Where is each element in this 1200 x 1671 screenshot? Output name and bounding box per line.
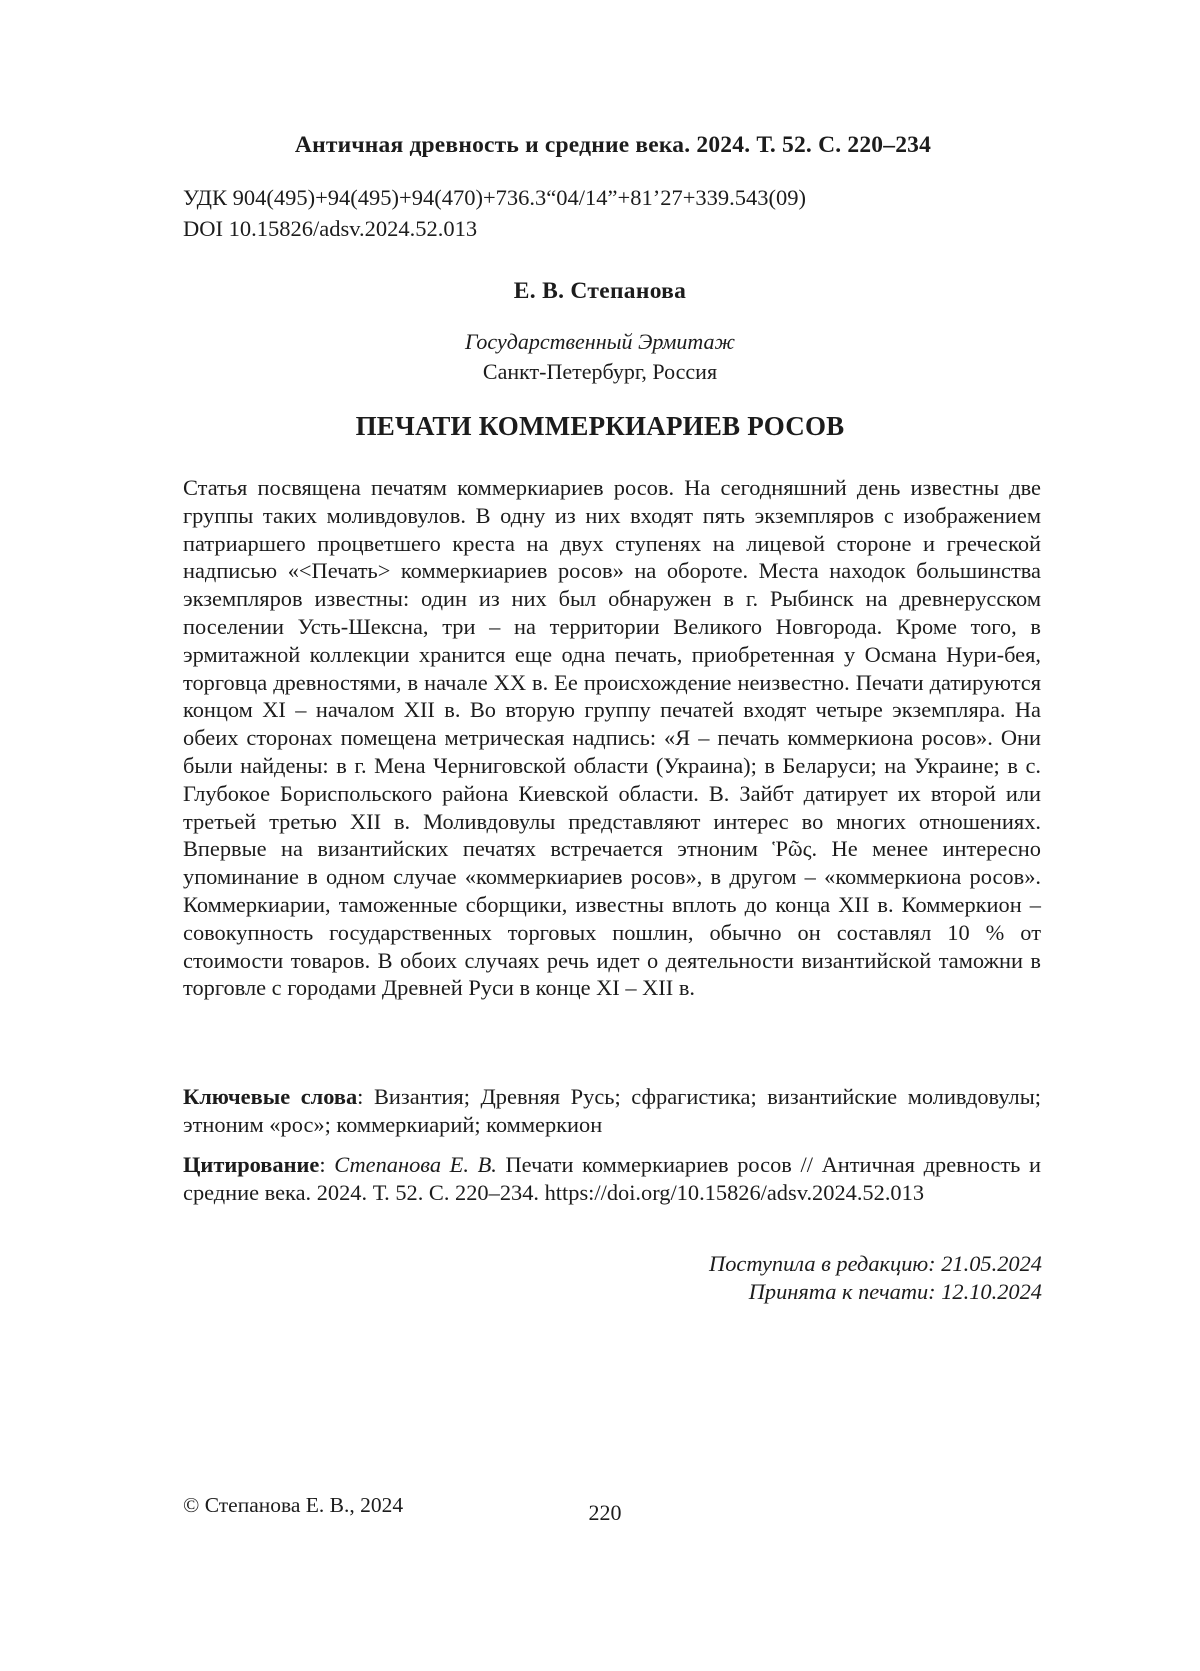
- citation-label: Цитирование: [183, 1152, 319, 1177]
- citation-text: Печати коммеркиариев росов // Античная древность и средние века. 2024. Т. 52. С. 220–234. https://doi.org/10.15826/adsv.2024.52.013: [183, 1152, 1041, 1205]
- citation-author: Степанова Е. В.: [334, 1152, 497, 1177]
- copyright: © Степанова Е. В., 2024: [183, 1493, 403, 1518]
- article-title: ПЕЧАТИ КОММЕРКИАРИЕВ РОСОВ: [0, 411, 1200, 442]
- udk-code: УДК 904(495)+94(495)+94(470)+736.3“04/14”+81’27+339.543(09): [183, 182, 806, 213]
- abstract: Статья посвящена печатям коммеркиариев росов. На сегодняшний день известны две группы таких моливдовулов. В одну из них входят пять экземпляров с изображением патриаршего процветшего креста на двух ступенях на лицевой стороне и греческой надписью «<Печать> коммеркиариев росов» на обороте. Места находок большинства экземпляров известны: один из них был обнаружен в г. Рыбинск на древнерусском поселении Усть-Шексна, три – на территории Великого Новгорода. Кроме того, в эрмитажной коллекции хранится еще одна печать, приобретенная у Османа Нури-бея, торговца древностями, в начале XX в. Ее происхождение неизвестно. Печати датируются концом XI – началом XII в. Во вторую группу печатей входят четыре экземпляра. На обеих сторонах помещена метрическая надпись: «Я – печать коммеркиона росов». Они были найдены: в г. Мена Черниговской области (Украина); в Беларуси; на Украине; в с. Глубокое Бориспольского района Киевской области. В. Зайбт датирует их второй или третьей третью XII в. Моливдовулы представляют интерес во многих отношениях. Впервые на византийских печатях встречается этноним Ῥῶς. Не менее интересно упоминание в одном случае «коммеркиариев росов», в другом – «коммеркиона росов». Коммеркиарии, таможенные сборщики, известны вплоть до конца XII в. Коммеркион – совокупность государственных торговых пошлин, обычно он составлял 10 % от стоимости товаров. В обоих случаях речь идет о деятельности византийской таможни в торговле с городами Древней Руси в конце XI – XII в.: [183, 474, 1041, 1002]
- doi: DOI 10.15826/adsv.2024.52.013: [183, 213, 806, 244]
- received-date: Поступила в редакцию: 21.05.2024: [709, 1250, 1042, 1278]
- citation-separator: :: [319, 1152, 334, 1177]
- submission-dates: [709, 1250, 1042, 1306]
- location: Санкт-Петербург, Россия: [0, 357, 1200, 387]
- article-page: [0, 0, 1200, 1671]
- accepted-date: Принята к печати: 12.10.2024: [709, 1278, 1042, 1306]
- keywords-label: Ключевые слова: [183, 1084, 357, 1109]
- keywords-text: : Византия; Древняя Русь; сфрагистика; византийские моливдовулы; этноним «рос»; коммеркиарий; коммеркион: [183, 1084, 1041, 1137]
- journal-header: Античная древность и средние века. 2024. Т. 52. С. 220–234: [183, 132, 1043, 159]
- keywords: [183, 1083, 1041, 1139]
- institution: Государственный Эрмитаж: [0, 327, 1200, 357]
- page-number: 220: [0, 1500, 1200, 1526]
- citation: [183, 1151, 1041, 1207]
- affiliation: [0, 327, 1200, 387]
- author-name: Е. В. Степанова: [0, 278, 1200, 305]
- udk-doi-block: [183, 182, 806, 244]
